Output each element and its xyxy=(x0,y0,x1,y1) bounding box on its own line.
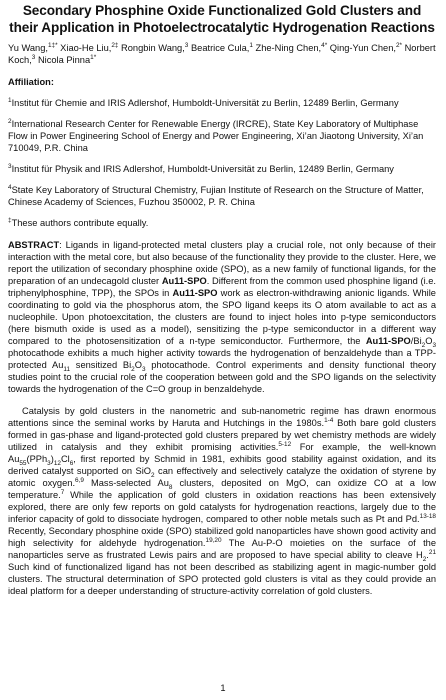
body-text: Cl xyxy=(60,454,70,464)
subscript: 3 xyxy=(141,365,146,373)
body-text: ) xyxy=(50,454,54,464)
affiliation-number: 1 xyxy=(8,96,12,104)
author-affiliation-mark: 3 xyxy=(184,41,189,49)
affiliation-entry xyxy=(8,118,436,154)
body-text: Mass-selected Au xyxy=(83,478,169,488)
author-name: Nicola Pinna xyxy=(37,55,91,65)
affiliation-number: 2 xyxy=(8,117,12,125)
body-text: Catalysis by gold clusters in the nanometric and sub-nanometric regime has drawn enormous attentions since the seminal works by Haruta and Hutchings in the 1980s. xyxy=(8,406,436,428)
abstract-text: sensitized Bi xyxy=(70,360,132,370)
page-number: 1 xyxy=(220,683,226,693)
affiliation-text: International Research Center for Renewable Energy (IRCRE), State Key Laboratory of Multiphase Flow in Power Engineering School of Energy and Power Engineering, Xi’an Jiaotong University, Xi’an 710049, P.R. China xyxy=(8,119,424,153)
affiliation-entry xyxy=(8,97,436,109)
citation-ref: 5-12 xyxy=(278,440,292,448)
affiliation-text: Institut für Physik and IRIS Adlershof, Humboldt-Universität zu Berlin, 12489 Berlin, Germany xyxy=(11,164,394,174)
subscript: 8 xyxy=(168,483,173,491)
author-affiliation-mark: 2* xyxy=(395,41,402,49)
compound-name: Au11-SPO xyxy=(172,288,218,298)
body-text: . xyxy=(426,550,429,560)
abstract-text: . Different from the common used phosphine ligand (i.e. triphenylphosphine, TPP), the SPOs in xyxy=(8,276,436,298)
affiliation-text: State Key Laboratory of Structural Chemistry, Fujian Institute of Research on the Structure of Matter, Chinese Academy of Sciences, Fuzhou 350002, P. R. China xyxy=(8,185,424,207)
subscript: 3 xyxy=(47,459,51,467)
author-affiliation-mark: 1‡* xyxy=(47,41,58,49)
abstract-text: O xyxy=(134,360,142,370)
subscript: 11 xyxy=(63,365,71,373)
subscript: 12 xyxy=(53,459,61,467)
abstract-text: : Ligands in ligand-protected metal clusters play a crucial role, not only because of their interaction with the metal core, but also because of the functionality they provide to the cluster. Here, we report the utilization of secondary phosphine oxide (SPO), as a new family of functional ligands, for the preparation of an undecagold cluster xyxy=(8,240,436,286)
body-text: While the application of gold clusters in oxidation reactions has been extensively explored, there are only few reports on gold catalysts for hydrogenation reactions, largely due to the inferior capacity of gold to dissociate hydrogen, compared to other noble metals such as Pt and Pd. xyxy=(8,490,436,524)
body-text: clusters, deposited on MgO, can oxidize CO at a low temperature. xyxy=(8,478,436,500)
body-text: The Au-P-O moieties on the surface of the nanoparticles serve as frustrated Lewis pairs and are proposed to have special ability to cleave H xyxy=(8,538,437,560)
abstract-paragraph xyxy=(8,239,436,395)
citation-ref: 6,9 xyxy=(75,476,84,484)
citation-ref: 21 xyxy=(428,548,436,556)
paper-title: Secondary Phosphine Oxide Functionalized Gold Clusters and their Application in Photoelectrocatalytic Hydrogenation Reactions xyxy=(9,3,435,35)
subscript: 2 xyxy=(422,555,427,563)
body-text: Recently, Secondary phosphine oxide (SPO) stabilized gold nanoparticles have shown good activity and high selectivity for aldehyde hydrogenation. xyxy=(8,526,436,548)
author-name: Xiao-He Liu, xyxy=(60,43,112,53)
author-name: Zhe-Ning Chen, xyxy=(255,43,322,53)
body-text: For example, the well-known Au xyxy=(8,442,436,464)
compound-name: Au11-SPO xyxy=(365,336,411,346)
author-affiliation-mark: 3 xyxy=(31,53,36,61)
author-affiliation-mark: 4* xyxy=(321,41,328,49)
author-name: Yu Wang, xyxy=(8,43,48,53)
affiliation-number: 3 xyxy=(8,162,12,170)
subscript: 2 xyxy=(151,471,155,479)
author-name: Norbert Koch, xyxy=(8,43,436,65)
affiliation-entry xyxy=(8,163,436,175)
citation-ref: 19,20 xyxy=(205,536,222,544)
subscript: 3 xyxy=(432,341,436,349)
abstract-label: ABSTRACT xyxy=(8,240,60,250)
abstract-text: work as electron-withdrawing anionic ligands. While coordinating to gold via the phosphorus atom, the SPO ligand keeps its O atom available to act as a nucleophile. Upon photoexcitation, the clusters are found to inject holes into p-type semiconductors (here bismuth oxide is used as a model), sensitizing the p-type semiconductor in a different way compared to the photosensitization of a n-type semiconductor. Furthermore, the xyxy=(8,288,436,346)
abstract-text: photocathode. Control experiments and density functional theory studies point to the crucial role of the cooperation between gold and the SPO ligands on the selectivity towards the hydrogenation of the C=O group in benzaldehyde. xyxy=(8,360,436,394)
subscript: 2 xyxy=(131,365,135,373)
abstract-text: /Bi xyxy=(410,336,422,346)
body-text: (PPh xyxy=(26,454,48,464)
citation-ref: 1-4 xyxy=(324,416,334,424)
citation-ref: 7 xyxy=(60,488,65,496)
subscript: 55 xyxy=(19,459,27,467)
author-affiliation-mark: 2‡ xyxy=(111,41,119,49)
abstract-text: O xyxy=(425,336,433,346)
affiliation-entry xyxy=(8,184,436,208)
affiliation-label: Affiliation: xyxy=(8,77,54,87)
abstract-text: photocathode exhibits a much higher activity towards the hydrogenation of benzaldehyde than a TPP-protected Au xyxy=(8,348,436,370)
subscript: 2 xyxy=(421,341,426,349)
affiliation-number: 4 xyxy=(8,183,12,191)
body-text: can effectively and selectively catalyze the oxidation of styrene by atomic oxygen. xyxy=(8,466,437,488)
author-name: Beatrice Cula, xyxy=(190,43,250,53)
author-list xyxy=(8,42,436,66)
compound-name: Au11-SPO xyxy=(161,276,207,286)
author-name: Rongbin Wang, xyxy=(121,43,185,53)
subscript: 6 xyxy=(69,459,74,467)
equal-contribution-note xyxy=(8,217,436,229)
body-text: Such kind of functionalized ligand has not been described as stabilizing agent in magic-number gold clusters. The structural determination of SPO protected gold clusters is vital as they could provide an ideal platform for a deeper understanding of structure-activity correlation of gold clusters. xyxy=(8,562,436,596)
equal-contribution-text: These authors contribute equally. xyxy=(11,218,149,228)
body-paragraph xyxy=(8,405,436,597)
author-affiliation-mark: 1 xyxy=(249,41,253,49)
body-text: Both bare gold clusters formed in gas-phase and ligand-protected gold clusters prepared by wet chemistry methods are widely utilized in catalysis and they exhibit promising activities. xyxy=(8,418,436,452)
author-affiliation-mark: 1* xyxy=(90,53,97,61)
equal-contribution-mark: ‡ xyxy=(8,216,12,224)
author-name: Qing-Yun Chen, xyxy=(329,43,396,53)
citation-ref: 13-18 xyxy=(419,512,436,520)
body-text: , first reported by Schmid in 1981, exhibits good stability against oxidation, and its derived catalyst supported on SiO xyxy=(8,454,436,476)
affiliation-text: Institut für Chemie and IRIS Adlershof, Humboldt-Universität zu Berlin, 12489 Berlin, Germany xyxy=(11,98,399,108)
